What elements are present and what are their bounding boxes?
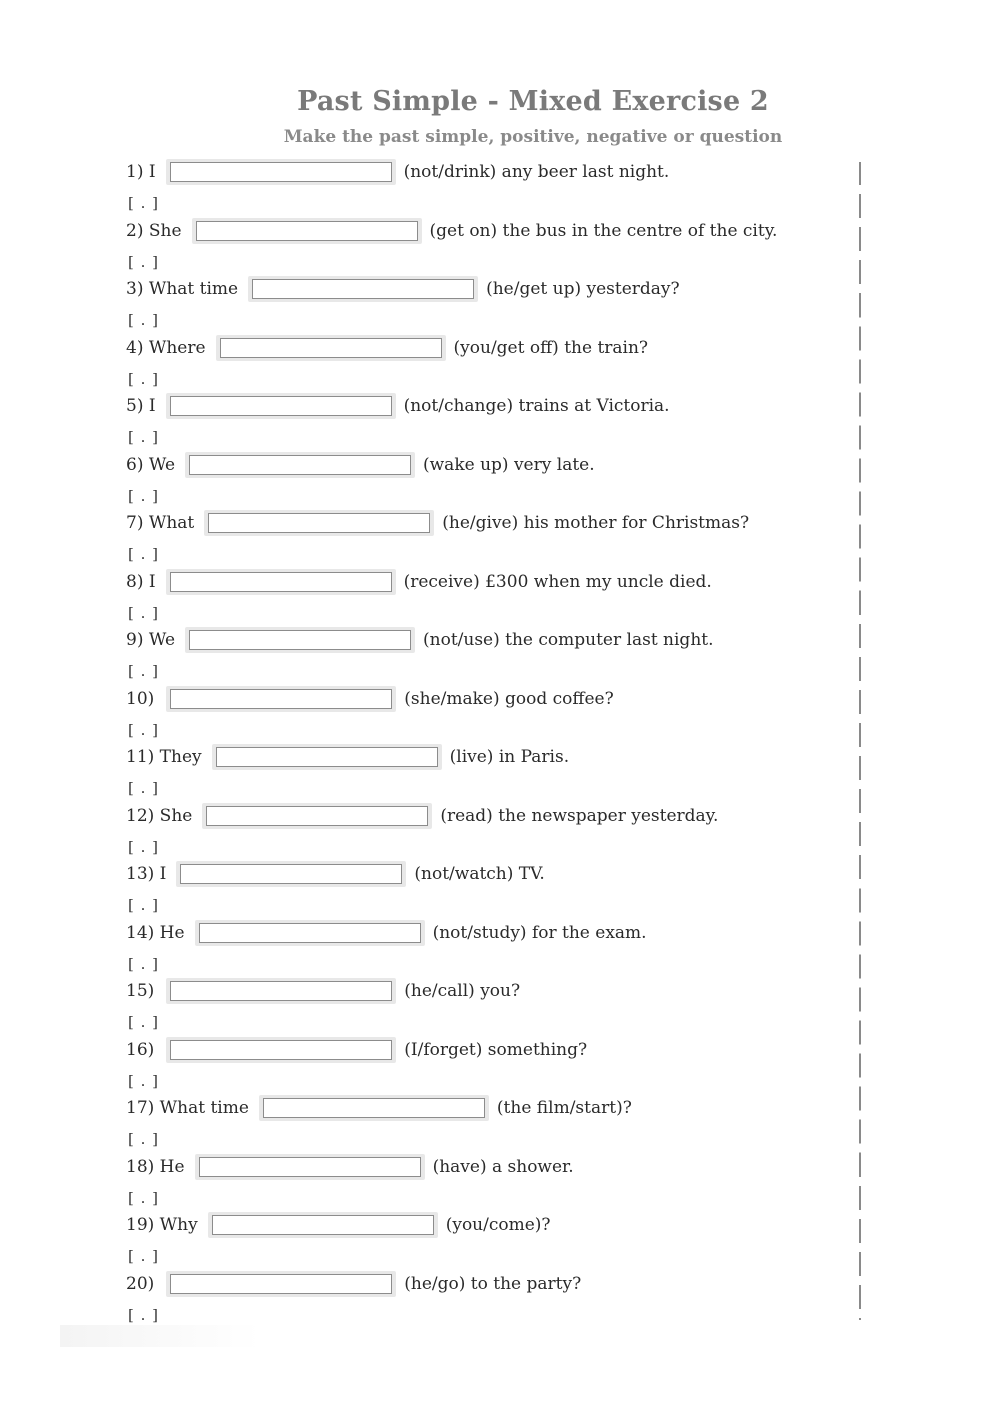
answer-feedback: [ . ] — [128, 1306, 160, 1324]
answer-field-frame — [166, 393, 396, 419]
answer-field-frame — [166, 159, 396, 185]
question-prefix: 9) We — [126, 630, 175, 650]
question-prefix: 12) She — [126, 806, 193, 826]
question-row — [126, 274, 680, 304]
answer-field-frame — [204, 510, 434, 536]
question-prefix: 20) — [126, 1274, 155, 1294]
question-row — [126, 976, 520, 1006]
question-hint: (he/get up) yesterday? — [486, 279, 680, 299]
answer-feedback: [ . ] — [128, 311, 160, 329]
answer-feedback: [ . ] — [128, 370, 160, 388]
question-hint: (get on) the bus in the centre of the city. — [429, 221, 778, 241]
answer-field-frame — [185, 627, 415, 653]
question-hint: (read) the newspaper yesterday. — [440, 806, 719, 826]
question-hint: (not/drink) any beer last night. — [403, 162, 670, 182]
answer-input[interactable] — [196, 221, 418, 241]
page-title: Past Simple - Mixed Exercise 2 — [297, 86, 769, 117]
question-prefix: 14) He — [126, 923, 185, 943]
answer-feedback: [ . ] — [128, 253, 160, 271]
question-hint: (live) in Paris. — [449, 747, 570, 767]
question-hint: (the film/start)? — [496, 1098, 632, 1118]
question-row — [126, 567, 712, 597]
question-row — [126, 391, 670, 421]
answer-feedback: [ . ] — [128, 1189, 160, 1207]
question-hint: (wake up) very late. — [423, 455, 595, 475]
answer-feedback: [ . ] — [128, 838, 160, 856]
answer-feedback: [ . ] — [128, 1130, 160, 1148]
answer-feedback: [ . ] — [128, 428, 160, 446]
question-prefix: 18) He — [126, 1157, 185, 1177]
question-prefix: 19) Why — [126, 1215, 198, 1235]
question-hint: (he/call) you? — [404, 981, 521, 1001]
answer-feedback: [ . ] — [128, 779, 160, 797]
question-prefix: 6) We — [126, 455, 175, 475]
answer-input[interactable] — [170, 396, 392, 416]
question-hint: (not/study) for the exam. — [432, 923, 647, 943]
answer-field-frame — [195, 1154, 425, 1180]
question-prefix: 5) I — [126, 396, 156, 416]
question-prefix: 17) What time — [126, 1098, 249, 1118]
question-prefix: 16) — [126, 1040, 155, 1060]
answer-feedback: [ . ] — [128, 721, 160, 739]
answer-input[interactable] — [170, 1040, 392, 1060]
question-hint: (he/go) to the party? — [404, 1274, 582, 1294]
question-hint: (you/come)? — [445, 1215, 551, 1235]
answer-input[interactable] — [220, 338, 442, 358]
question-hint: (I/forget) something? — [404, 1040, 588, 1060]
answer-feedback: [ . ] — [128, 545, 160, 563]
answer-input[interactable] — [180, 864, 402, 884]
question-row — [126, 918, 647, 948]
question-prefix: 13) I — [126, 864, 167, 884]
answer-field-frame — [166, 686, 396, 712]
question-hint: (you/get off) the train? — [453, 338, 649, 358]
answer-input[interactable] — [216, 747, 438, 767]
question-row — [126, 1035, 587, 1065]
answer-field-frame — [166, 978, 396, 1004]
question-prefix: 7) What — [126, 513, 195, 533]
question-hint: (not/use) the computer last night. — [423, 630, 714, 650]
question-hint: (not/watch) TV. — [414, 864, 545, 884]
answer-field-frame — [202, 803, 432, 829]
answer-field-frame — [166, 1271, 396, 1297]
answer-field-frame — [166, 1037, 396, 1063]
right-margin-rule — [859, 162, 861, 1320]
question-hint: (not/change) trains at Victoria. — [403, 396, 670, 416]
answer-feedback: [ . ] — [128, 1072, 160, 1090]
answer-field-frame — [212, 744, 442, 770]
question-row — [126, 859, 545, 889]
answer-feedback: [ . ] — [128, 662, 160, 680]
question-prefix: 4) Where — [126, 338, 206, 358]
answer-input[interactable] — [263, 1098, 485, 1118]
question-prefix: 11) They — [126, 747, 202, 767]
answer-feedback: [ . ] — [128, 1013, 160, 1031]
answer-input[interactable] — [170, 162, 392, 182]
answer-feedback: [ . ] — [128, 896, 160, 914]
question-row — [126, 625, 714, 655]
answer-input[interactable] — [206, 806, 428, 826]
answer-input[interactable] — [252, 279, 474, 299]
answer-field-frame — [208, 1212, 438, 1238]
bottom-shadow — [60, 1325, 260, 1347]
answer-field-frame — [176, 861, 406, 887]
question-prefix: 8) I — [126, 572, 156, 592]
question-row — [126, 801, 718, 831]
question-row — [126, 1210, 551, 1240]
answer-feedback: [ . ] — [128, 487, 160, 505]
answer-input[interactable] — [189, 455, 411, 475]
question-hint: (he/give) his mother for Christmas? — [442, 513, 750, 533]
answer-feedback: [ . ] — [128, 1247, 160, 1265]
question-hint: (have) a shower. — [432, 1157, 574, 1177]
question-row — [126, 450, 595, 480]
answer-field-frame — [195, 920, 425, 946]
question-row — [126, 1093, 632, 1123]
answer-field-frame — [192, 218, 422, 244]
answer-feedback: [ . ] — [128, 604, 160, 622]
answer-input[interactable] — [170, 689, 392, 709]
question-prefix: 1) I — [126, 162, 156, 182]
answer-field-frame — [185, 452, 415, 478]
question-row — [126, 333, 648, 363]
answer-field-frame — [216, 335, 446, 361]
answer-field-frame — [248, 276, 478, 302]
question-row — [126, 157, 669, 187]
page-subtitle: Make the past simple, positive, negative or question — [283, 127, 783, 147]
answer-field-frame — [166, 569, 396, 595]
question-prefix: 10) — [126, 689, 155, 709]
answer-input[interactable] — [212, 1215, 434, 1235]
answer-input[interactable] — [170, 572, 392, 592]
question-hint: (she/make) good coffee? — [404, 689, 614, 709]
question-prefix: 3) What time — [126, 279, 239, 299]
answer-field-frame — [259, 1095, 489, 1121]
question-row — [126, 1269, 581, 1299]
question-row — [126, 742, 569, 772]
answer-input[interactable] — [199, 923, 421, 943]
answer-input[interactable] — [170, 1274, 392, 1294]
question-hint: (receive) £300 when my uncle died. — [403, 572, 712, 592]
answer-input[interactable] — [208, 513, 430, 533]
answer-input[interactable] — [199, 1157, 421, 1177]
answer-feedback: [ . ] — [128, 955, 160, 973]
question-row — [126, 684, 614, 714]
question-prefix: 15) — [126, 981, 155, 1001]
answer-feedback: [ . ] — [128, 194, 160, 212]
question-row — [126, 216, 777, 246]
question-row — [126, 1152, 574, 1182]
question-prefix: 2) She — [126, 221, 182, 241]
question-row — [126, 508, 749, 538]
answer-input[interactable] — [170, 981, 392, 1001]
answer-input[interactable] — [189, 630, 411, 650]
